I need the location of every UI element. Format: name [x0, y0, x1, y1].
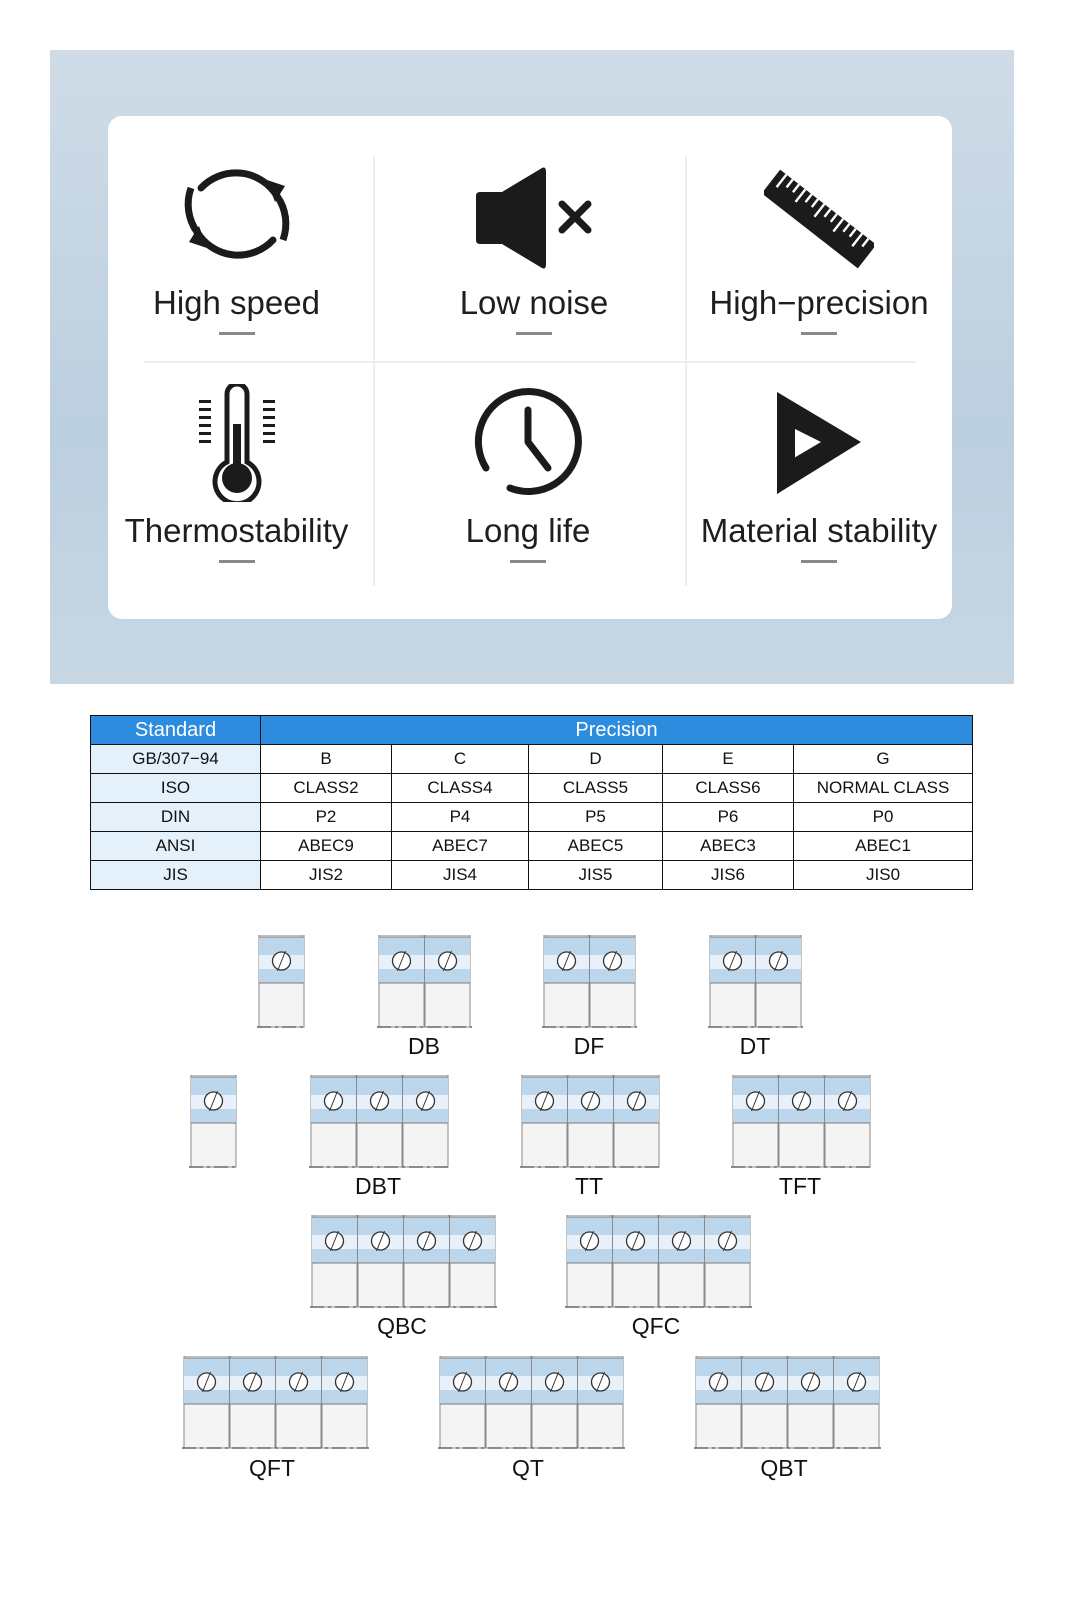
bearing-unit — [259, 935, 304, 1027]
precision-table — [90, 715, 973, 890]
arrangement-label: QBC — [377, 1313, 427, 1339]
table-cell: CLASS2 — [261, 774, 392, 803]
arrangement-label: DB — [408, 1033, 440, 1059]
table-cell: P4 — [392, 803, 529, 832]
table-cell: G — [794, 745, 973, 774]
table-row — [91, 861, 973, 890]
arrangement-dt — [708, 935, 803, 1034]
table-cell: D — [529, 745, 663, 774]
bearing-unit — [276, 1356, 321, 1448]
bearing-unit — [450, 1215, 495, 1307]
arrangement-dbt — [309, 1075, 450, 1174]
feature-long-life — [383, 374, 673, 600]
arrangement-qfc — [565, 1215, 752, 1314]
table-cell: P6 — [663, 803, 794, 832]
table-cell: CLASS5 — [529, 774, 663, 803]
bearing-arrangement-icon — [694, 1356, 881, 1450]
table-row — [91, 803, 973, 832]
bearing-unit — [614, 1075, 659, 1167]
table-cell: JIS0 — [794, 861, 973, 890]
bearing-arrangement-icon — [731, 1075, 872, 1169]
standard-header: Standard — [91, 716, 261, 745]
bearing-unit — [659, 1215, 704, 1307]
precision-header: Precision — [261, 716, 973, 745]
feature-dash — [801, 332, 837, 335]
bearing-unit — [788, 1356, 833, 1448]
bearing-unit — [613, 1215, 658, 1307]
features-card — [108, 116, 952, 619]
arrangement-label: QFT — [249, 1455, 295, 1481]
feature-dash — [801, 560, 837, 563]
feature-label: Thermostability — [124, 512, 349, 549]
table-cell: P5 — [529, 803, 663, 832]
table-cell: CLASS6 — [663, 774, 794, 803]
arrangement-label: QT — [512, 1455, 544, 1481]
feature-label: Long life — [465, 512, 591, 549]
bearing-unit — [532, 1356, 577, 1448]
feature-label: High speed — [153, 284, 320, 321]
standard-cell: ANSI — [91, 832, 261, 861]
table-cell: B — [261, 745, 392, 774]
bearing-unit — [440, 1356, 485, 1448]
bearing-unit — [825, 1075, 870, 1167]
bearing-unit — [756, 935, 801, 1027]
bearing-arrangement-icon — [565, 1215, 752, 1309]
bearing-unit — [322, 1356, 367, 1448]
features-panel — [50, 50, 1014, 684]
arrangement-qt — [438, 1356, 625, 1455]
feature-dash — [516, 332, 552, 335]
table-cell: E — [663, 745, 794, 774]
standard-cell: GB/307−94 — [91, 745, 261, 774]
arrangement-label: DF — [573, 1033, 605, 1059]
bearing-unit — [379, 935, 424, 1027]
feature-material-stability — [674, 374, 964, 600]
bearing-unit — [358, 1215, 403, 1307]
feature-label: High−precision — [709, 284, 929, 321]
clock-icon — [470, 384, 586, 500]
arrangement-qft — [182, 1356, 369, 1455]
feature-high-speed — [94, 146, 379, 372]
bearing-arrangement-icon — [708, 935, 803, 1029]
bearing-arrangement-icon — [438, 1356, 625, 1450]
arrangement-label: TFT — [778, 1173, 822, 1199]
arrangement-tft — [731, 1075, 872, 1174]
table-cell: C — [392, 745, 529, 774]
bearing-unit — [834, 1356, 879, 1448]
arrangement-label: QFC — [631, 1313, 681, 1339]
table-row — [91, 774, 973, 803]
table-cell: JIS2 — [261, 861, 392, 890]
bearing-unit — [404, 1215, 449, 1307]
arrangement-label: DT — [739, 1033, 771, 1059]
arrangement-tt — [520, 1075, 661, 1174]
bearing-unit — [191, 1075, 236, 1167]
standard-cell: JIS — [91, 861, 261, 890]
bearing-unit — [568, 1075, 613, 1167]
table-cell: P2 — [261, 803, 392, 832]
bearing-unit — [696, 1356, 741, 1448]
table-cell: ABEC9 — [261, 832, 392, 861]
bearing-arrangement-icon — [520, 1075, 661, 1169]
bearing-unit — [590, 935, 635, 1027]
bearing-arrangement-icon — [189, 1075, 238, 1169]
bearing-arrangement-icon — [310, 1215, 497, 1309]
standard-cell: DIN — [91, 803, 261, 832]
table-cell: ABEC5 — [529, 832, 663, 861]
arrangement-label: TT — [574, 1173, 604, 1199]
table-cell: NORMAL CLASS — [794, 774, 973, 803]
thermometer-icon — [197, 384, 277, 502]
standard-cell: ISO — [91, 774, 261, 803]
bearing-unit — [710, 935, 755, 1027]
table-cell: CLASS4 — [392, 774, 529, 803]
bearing-arrangement-icon — [542, 935, 637, 1029]
play-triangle-icon — [771, 390, 867, 496]
bearing-unit — [230, 1356, 275, 1448]
bearing-unit — [357, 1075, 402, 1167]
bearing-unit — [312, 1215, 357, 1307]
bearing-unit — [311, 1075, 356, 1167]
speaker-mute-icon — [472, 166, 596, 270]
table-cell: ABEC3 — [663, 832, 794, 861]
bearing-arrangement-icon — [257, 935, 306, 1029]
arrangement-db — [377, 935, 472, 1034]
table-cell: JIS6 — [663, 861, 794, 890]
bearing-arrangement-icon — [309, 1075, 450, 1169]
bearing-unit — [733, 1075, 778, 1167]
table-row — [91, 745, 973, 774]
bearing-unit — [522, 1075, 567, 1167]
bearing-unit — [486, 1356, 531, 1448]
arrangement-qbt — [694, 1356, 881, 1455]
bearing-unit — [705, 1215, 750, 1307]
feature-low-noise — [389, 146, 679, 372]
table-cell: P0 — [794, 803, 973, 832]
feature-label: Material stability — [700, 512, 938, 549]
feature-thermostability — [94, 374, 379, 600]
bearing-unit — [578, 1356, 623, 1448]
table-cell: JIS4 — [392, 861, 529, 890]
bearing-unit — [184, 1356, 229, 1448]
arrangement-single — [257, 935, 306, 1034]
arrangement-label: QBT — [760, 1455, 808, 1481]
bearing-unit — [779, 1075, 824, 1167]
table-header-row — [91, 716, 973, 745]
arrangement-df — [542, 935, 637, 1034]
table-cell: ABEC7 — [392, 832, 529, 861]
feature-dash — [219, 560, 255, 563]
feature-label: Low noise — [459, 284, 609, 321]
bearing-arrangement-icon — [377, 935, 472, 1029]
arrangement-qbc — [310, 1215, 497, 1314]
feature-dash — [510, 560, 546, 563]
bearing-unit — [567, 1215, 612, 1307]
ruler-icon — [764, 164, 874, 274]
rotate-arrows-icon — [181, 158, 293, 270]
table-cell: JIS5 — [529, 861, 663, 890]
arrangement-label: DBT — [355, 1173, 401, 1199]
bearing-unit — [425, 935, 470, 1027]
table-row — [91, 832, 973, 861]
bearing-arrangement-icon — [182, 1356, 369, 1450]
bearing-unit — [742, 1356, 787, 1448]
bearing-unit — [403, 1075, 448, 1167]
table-cell: ABEC1 — [794, 832, 973, 861]
feature-high-precision — [674, 146, 964, 372]
bearing-unit — [544, 935, 589, 1027]
arrangement-single — [189, 1075, 238, 1174]
feature-dash — [219, 332, 255, 335]
